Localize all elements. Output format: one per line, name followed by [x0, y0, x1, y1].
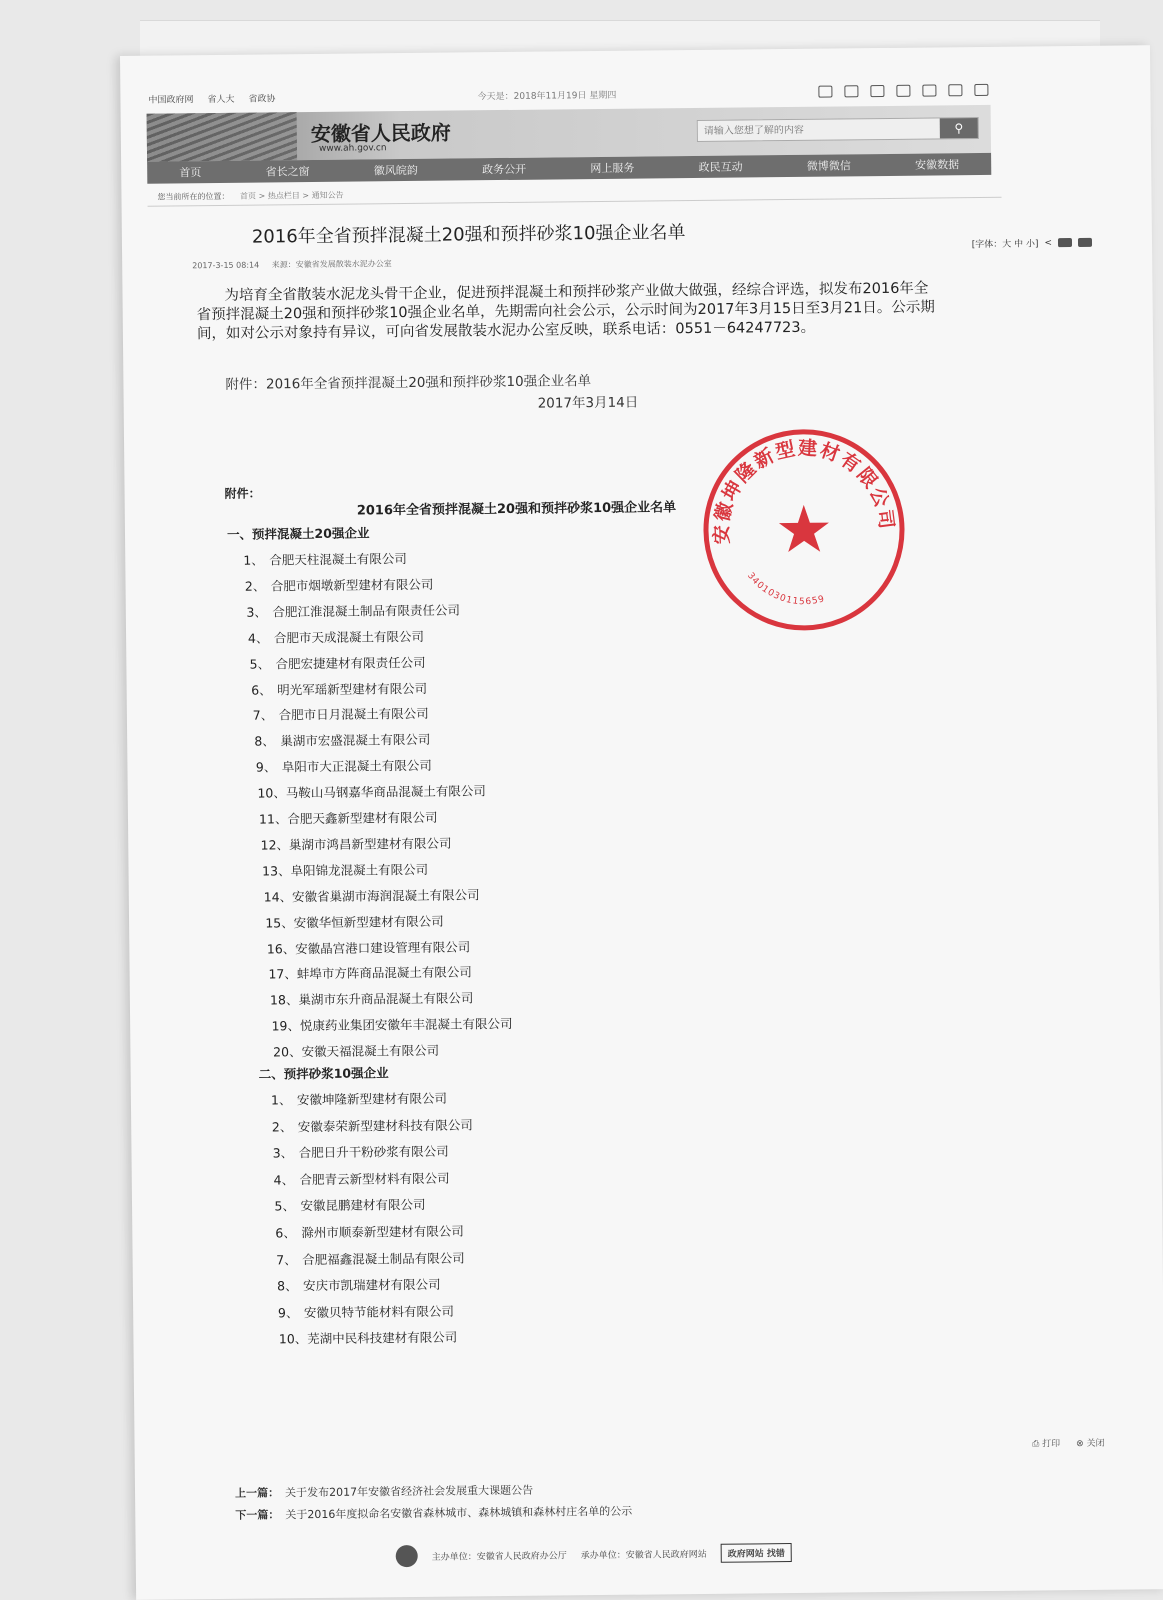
concrete-company-item-number: 11、	[258, 811, 288, 827]
mortar-company-item-number: 4、	[273, 1172, 295, 1188]
attachment-link[interactable]: 附件：2016年全省预拌混凝土20强和预拌砂浆10强企业名单	[225, 373, 592, 393]
concrete-company-item	[259, 808, 438, 828]
concrete-company-item-number: 10、	[257, 785, 286, 801]
concrete-company-item-name: 安徽天福混凝土有限公司	[301, 1042, 440, 1060]
concrete-company-item-name: 安徽省巢湖市海润混凝土有限公司	[292, 886, 480, 904]
concrete-company-item-number: 5、	[249, 656, 271, 672]
section-mortar-heading: 二、预拌砂浆10强企业	[258, 1065, 389, 1082]
font-size-label[interactable]: [字体：大 中 小]	[971, 239, 1039, 251]
nav-item-culture[interactable]: 徽风皖韵	[373, 163, 418, 178]
mortar-company-item	[273, 1142, 449, 1162]
top-icon-group	[818, 84, 988, 98]
mortar-company-item-name: 安徽泰荣新型建材科技有限公司	[297, 1116, 473, 1134]
article-body: 为培育全省散装水泥龙头骨干企业，促进预拌混凝土和预拌砂浆产业做大做强，经综合评选，拟发布2016年全省预拌混凝土20强和预拌砂浆10强企业名单，先期需向社会公示，公示时间为2017年3月15日至3月21日。公示期间，如对公示对象持有异议，可向省发展散装水泥办公室反映，联系电话：0551－64247723。	[196, 280, 935, 343]
concrete-company-item-number: 8、	[254, 733, 275, 749]
breadcrumb	[147, 183, 1001, 207]
mortar-company-item-number: 2、	[271, 1118, 293, 1135]
breadcrumb-label: 您当前所在的位置：	[157, 191, 230, 202]
mortar-company-item	[279, 1328, 458, 1348]
site-banner	[147, 105, 991, 162]
concrete-company-item-name: 合肥宏捷建材有限责任公司	[275, 654, 426, 671]
mortar-company-item	[277, 1275, 441, 1295]
mobile-icon[interactable]	[896, 85, 910, 97]
mortar-company-item-number: 5、	[274, 1198, 295, 1214]
concrete-company-item-name: 阜阳市大正混凝土有限公司	[281, 757, 432, 775]
nav-item-gov-affairs[interactable]: 政务公开	[482, 162, 527, 177]
concrete-company-item-number: 4、	[247, 630, 269, 646]
site-footer	[396, 1541, 792, 1567]
concrete-company-item-name: 安徽晶宫港口建设管理有限公司	[295, 938, 471, 956]
site-title[interactable]: 安徽省人民政府	[310, 120, 451, 147]
concrete-company-item	[248, 627, 424, 647]
next-article-link[interactable]: 关于2016年度拟命名安徽省森林城市、森林城镇和森林村庄名单的公示	[285, 1504, 633, 1522]
close-label: 关闭	[1086, 1438, 1105, 1449]
mortar-company-item-name: 合肥福鑫混凝土制品有限公司	[302, 1250, 465, 1267]
concrete-company-item	[253, 704, 429, 724]
concrete-company-item-name: 巢湖市宏盛混凝土有限公司	[280, 732, 431, 749]
concrete-company-item	[260, 833, 451, 853]
nav-item-interaction[interactable]: 政民互动	[698, 160, 743, 174]
concrete-company-item	[243, 549, 407, 569]
next-article[interactable]	[235, 1503, 632, 1523]
article-source: 来源：安徽省发展散装水泥办公室	[271, 259, 392, 270]
concrete-company-item	[251, 678, 427, 698]
concrete-company-item	[270, 989, 474, 1009]
concrete-company-item-number: 17、	[268, 966, 297, 982]
article-title: 2016年全省预拌混凝土20强和预拌砂浆10强企业名单	[251, 222, 686, 248]
mortar-company-item-number: 7、	[276, 1251, 297, 1268]
concrete-company-item	[246, 600, 460, 620]
mortar-company-item	[276, 1248, 465, 1268]
scanned-page	[120, 45, 1163, 1600]
prev-article-link[interactable]: 关于发布2017年安徽省经济社会发展重大课题公告	[284, 1483, 534, 1500]
concrete-company-item	[265, 911, 444, 931]
seal-number: 3401030115659	[744, 571, 827, 608]
nav-item-weibo-wechat[interactable]: 微博微信	[806, 159, 851, 173]
search-button[interactable]	[940, 118, 978, 138]
mortar-company-item-name: 合肥青云新型材料有限公司	[299, 1170, 450, 1187]
concrete-company-item-name: 合肥天柱混凝土有限公司	[269, 551, 407, 568]
concrete-company-item-number: 6、	[251, 681, 272, 698]
mortar-company-item-name: 安徽坤隆新型建材有限公司	[296, 1090, 448, 1108]
concrete-company-item-name: 巢湖市鸿昌新型建材有限公司	[288, 835, 452, 853]
concrete-company-item-name: 悦康药业集团安徽年丰混凝土有限公司	[299, 1016, 513, 1034]
concrete-company-item	[273, 1041, 439, 1061]
concrete-company-item	[264, 885, 480, 905]
concrete-company-item-number: 9、	[255, 759, 277, 775]
article-date: 2017-3-15 08:14	[192, 260, 260, 271]
concrete-company-item-number: 20、	[273, 1044, 302, 1060]
concrete-company-item-number: 7、	[252, 707, 274, 724]
mortar-company-item	[278, 1301, 454, 1321]
nav-item-governor[interactable]: 省长之窗	[265, 165, 310, 179]
concrete-company-item	[268, 963, 472, 983]
seal-arc-text: 安徽坤隆新型建材有限公司	[710, 437, 898, 545]
nav-item-online-service[interactable]: 网上服务	[590, 161, 635, 176]
favorite-icon[interactable]	[1078, 238, 1092, 247]
mail-icon[interactable]	[870, 85, 884, 97]
concrete-company-item-number: 16、	[266, 940, 296, 957]
mortar-company-item-name: 安徽昆鹏建材有限公司	[300, 1197, 426, 1214]
concrete-company-item	[257, 781, 486, 801]
mortar-company-item-name: 安徽贝特节能材料有限公司	[303, 1303, 455, 1320]
concrete-company-item	[249, 652, 425, 672]
badge-line1: 政府网站	[727, 1548, 764, 1560]
mortar-company-item-name: 滁州市顺泰新型建材有限公司	[301, 1223, 464, 1241]
wechat-icon[interactable]	[948, 84, 962, 96]
concrete-company-item	[271, 1014, 512, 1035]
concrete-company-item-name: 合肥市烟墩新型建材有限公司	[270, 576, 434, 594]
concrete-company-item-name: 巢湖市东升商品混凝土有限公司	[298, 990, 474, 1008]
mortar-company-item-name: 安庆市凯瑞建材有限公司	[302, 1276, 441, 1294]
tablet-icon[interactable]	[922, 84, 936, 96]
article-meta	[192, 258, 402, 271]
concrete-company-item	[254, 730, 430, 750]
seal-star-icon	[779, 505, 829, 553]
national-emblem-icon	[396, 1545, 418, 1567]
mortar-company-item-number: 1、	[270, 1092, 292, 1108]
mortar-company-item	[275, 1221, 464, 1241]
attachment-label: 附件：	[224, 486, 261, 501]
nav-item-data[interactable]: 安徽数据	[914, 158, 960, 172]
nav-item-home[interactable]: 首页	[179, 166, 202, 180]
print-button[interactable]: ⎙ 打印	[1032, 1439, 1061, 1450]
footer-sponsor: 主办单位：安徽省人民政府办公厅	[431, 1550, 567, 1563]
breadcrumb-path[interactable]: 首页 > 热点栏目 > 通知公告	[239, 190, 344, 201]
concrete-company-item-number: 13、	[262, 863, 291, 879]
concrete-company-item-name: 蚌埠市方阵商品混凝土有限公司	[296, 964, 472, 982]
print-small-icon[interactable]	[1058, 238, 1072, 247]
mortar-company-item-name: 合肥日升干粉砂浆有限公司	[298, 1143, 449, 1161]
next-label: 下一篇：	[235, 1508, 280, 1522]
concrete-company-item-number: 18、	[269, 992, 299, 1008]
concrete-company-item-name: 合肥江淮混凝土制品有限责任公司	[272, 602, 461, 620]
concrete-company-item-number: 19、	[271, 1018, 301, 1034]
concrete-company-item-name: 合肥市天成混凝土有限公司	[273, 628, 425, 646]
prev-label: 上一篇：	[234, 1486, 280, 1500]
section-concrete-heading: 一、预拌混凝土20强企业	[226, 525, 370, 542]
search-input[interactable]	[698, 123, 940, 137]
publish-date: 2017年3月14日	[537, 394, 639, 412]
font-size-control	[972, 236, 1092, 250]
concrete-company-item	[256, 756, 432, 776]
mortar-company-item-number: 9、	[277, 1304, 299, 1321]
huangshan-pine-art	[147, 112, 297, 162]
concrete-company-item-number: 12、	[260, 837, 290, 853]
concrete-company-item-number: 1、	[243, 552, 264, 568]
mortar-company-item	[271, 1089, 447, 1109]
concrete-company-item	[262, 860, 428, 880]
search-icon: ⚲	[954, 121, 964, 136]
badge-line2: 找错	[766, 1548, 785, 1559]
print-label: 打印	[1042, 1439, 1061, 1450]
concrete-company-item-number: 15、	[265, 914, 294, 931]
share-icon[interactable]: <	[1044, 237, 1053, 248]
mortar-company-item-number: 8、	[276, 1278, 298, 1294]
link-provincial-congress[interactable]: 省人大	[207, 94, 235, 105]
mortar-company-item-number: 3、	[272, 1145, 294, 1161]
prev-article[interactable]	[235, 1482, 533, 1501]
footer-operator: 承办单位：安徽省人民政府网站	[580, 1549, 707, 1561]
attachment-title: 2016年全省预拌混凝土20强和预拌砂浆10强企业名单	[356, 500, 677, 519]
concrete-company-item-name: 合肥市日月混凝土有限公司	[278, 706, 429, 723]
concrete-company-item-number: 14、	[263, 888, 293, 905]
search-box	[697, 117, 979, 142]
concrete-company-item-number: 2、	[244, 578, 266, 594]
mortar-company-item	[274, 1195, 425, 1215]
site-url: www.ah.gov.cn	[318, 143, 387, 154]
concrete-company-item	[267, 937, 471, 957]
concrete-company-item-name: 合肥天鑫新型建材有限公司	[287, 809, 438, 827]
rss-icon[interactable]	[818, 86, 832, 98]
mortar-company-item-number: 6、	[275, 1225, 296, 1241]
concrete-company-item-name: 阜阳锦龙混凝土有限公司	[290, 861, 429, 879]
link-china-gov[interactable]: 中国政府网	[148, 94, 194, 106]
concrete-company-item-name: 安徽华恒新型建材有限公司	[293, 913, 444, 930]
top-utility-bar	[148, 79, 988, 110]
article-tools	[1032, 1436, 1105, 1450]
gov-site-error-badge[interactable]	[721, 1543, 792, 1563]
company-seal	[698, 424, 910, 636]
mortar-company-item-number: 10、	[278, 1331, 308, 1347]
mortar-company-item	[273, 1168, 449, 1188]
close-button[interactable]: ⊗ 关闭	[1076, 1438, 1105, 1450]
concrete-company-item-number: 3、	[246, 604, 267, 620]
concrete-company-item-name: 明光军瑶新型建材有限公司	[277, 680, 428, 697]
concrete-company-item-name: 马鞍山马钢嘉华商品混凝土有限公司	[285, 783, 486, 801]
concrete-company-item	[245, 575, 434, 595]
mortar-company-item-name: 芜湖中民科技建材有限公司	[307, 1329, 458, 1347]
link-provincial-cppcc[interactable]: 省政协	[248, 93, 276, 105]
today-date: 今天是：2018年11月19日 星期四	[477, 90, 617, 102]
weibo-icon[interactable]	[974, 84, 988, 96]
mortar-company-item	[272, 1115, 473, 1135]
accessibility-icon[interactable]	[844, 85, 858, 97]
